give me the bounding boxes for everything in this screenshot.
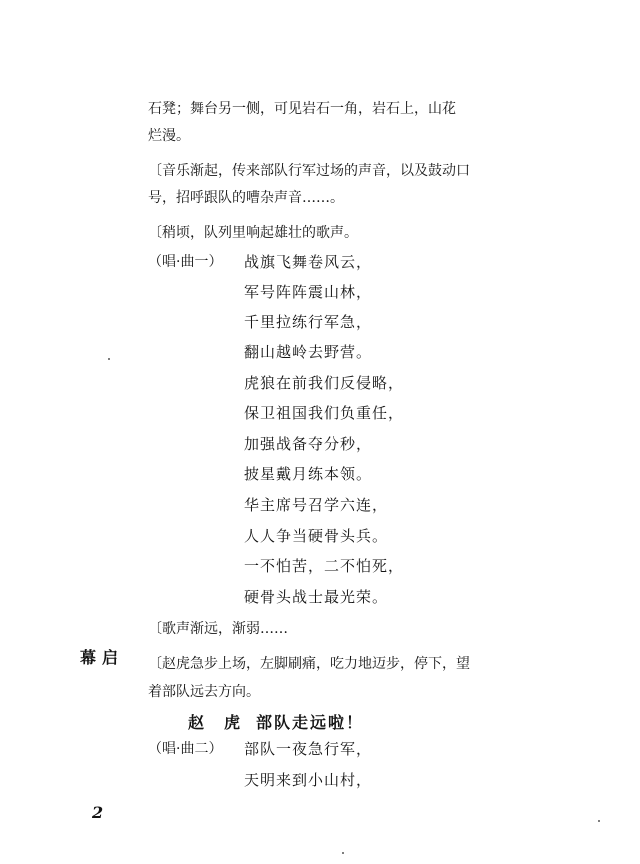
song1-line: 保卫祖国我们负重任，: [244, 404, 405, 422]
stage-text-line-5: 〔稍顷，队列里响起雄壮的歌声。: [148, 225, 358, 241]
song1-line: 翻山越岭去野营。: [244, 343, 373, 361]
stage-text-line-1: 石凳；舞台另一侧，可见岩石一角，岩石上，山花: [148, 101, 456, 117]
song1-line: 军号阵阵震山林，: [244, 283, 373, 301]
dialogue-text: 部队走远啦！: [256, 713, 365, 732]
scan-speck: [108, 358, 110, 360]
song1-line: 一不怕苦，二不怕死，: [244, 557, 405, 575]
stage-text-line-4: 号，招呼跟队的嘈杂声音……。: [148, 190, 344, 206]
song1-line: 披星戴月练本领。: [244, 465, 373, 483]
after-song-direction: 〔歌声渐远，渐弱……: [148, 621, 288, 637]
song1-line: 千里拉练行军急，: [244, 313, 373, 331]
song2-line: 部队一夜急行军，: [244, 740, 373, 758]
dialogue-speaker: 赵 虎: [188, 713, 243, 732]
stage-text-line-2: 烂漫。: [148, 128, 190, 144]
section-label: 幕启: [80, 648, 125, 667]
scan-speck: [342, 852, 344, 854]
song1-line: 华主席号召学六连，: [244, 496, 389, 514]
song1-label: （唱·曲一）: [148, 254, 223, 270]
song1-line: 战旗飞舞卷风云，: [244, 253, 373, 271]
scene-text-line-2: 着部队远去方向。: [148, 684, 260, 700]
page-number: 2: [92, 803, 104, 822]
song2-label: （唱·曲二）: [148, 741, 223, 757]
song1-line: 加强战备夺分秒，: [244, 435, 373, 453]
stage-text-line-3: 〔音乐渐起，传来部队行军过场的声音，以及鼓动口: [148, 163, 470, 179]
song1-line: 人人争当硬骨头兵。: [244, 527, 389, 545]
song1-line: 虎狼在前我们反侵略，: [244, 374, 405, 392]
scene-text-line-1: 〔赵虎急步上场，左脚刷痛，吃力地迈步，停下，望: [148, 656, 470, 672]
scan-speck: [598, 820, 600, 822]
song2-line: 天明来到小山村，: [244, 771, 373, 789]
song1-line: 硬骨头战士最光荣。: [244, 588, 389, 606]
